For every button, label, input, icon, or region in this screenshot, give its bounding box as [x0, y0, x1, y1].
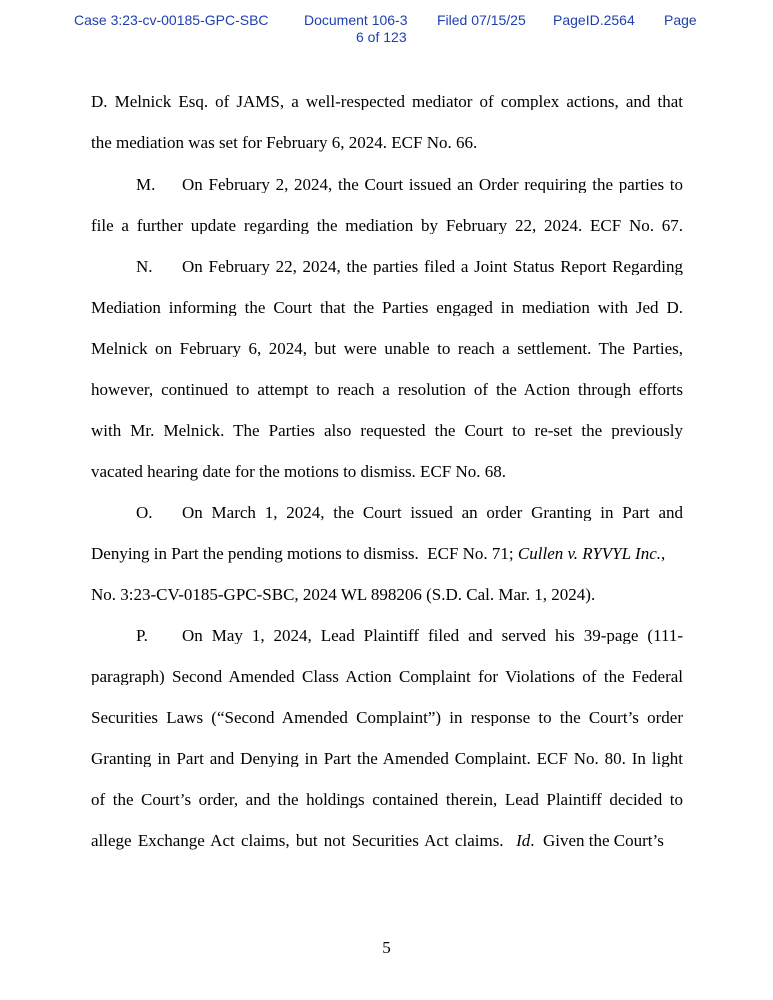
id-citation-line [91, 832, 683, 849]
id-citation: Id [516, 831, 531, 850]
text-line: Granting in Part and Denying in Part the Amended Complaint. ECF No. 80. In light [91, 750, 683, 767]
citation-comma: , [661, 544, 666, 563]
paragraph-p-first-line [91, 627, 683, 644]
text-line: however, continued to attempt to reach a resolution of the Action through efforts [91, 381, 683, 398]
paragraph-label-m: M. [136, 176, 156, 193]
text-line: vacated hearing date for the motions to dismiss. ECF No. 68. [91, 462, 507, 481]
paragraph-label-p: P. [136, 627, 148, 644]
text-line: . Given the Court’s [530, 831, 664, 850]
text-line: On February 2, 2024, the Court issued an Order requiring the parties to [182, 176, 683, 193]
page-number: 5 [382, 938, 391, 957]
text-line: Securities Laws (“Second Amended Complaint”) in response to the Court’s order [91, 709, 683, 726]
page-of-total: 6 of 123 [356, 29, 407, 45]
case-citation: Cullen v. RYVYL Inc. [517, 544, 661, 563]
paragraph-label-o: O. [136, 504, 153, 521]
text-line: the mediation was set for February 6, 2024. ECF No. 66. [91, 133, 478, 152]
text-line: No. 3:23-CV-0185-GPC-SBC, 2024 WL 898206 (S.D. Cal. Mar. 1, 2024). [91, 585, 596, 604]
text-line: On March 1, 2024, the Court issued an order Granting in Part and [182, 504, 683, 521]
paragraph-label-n: N. [136, 258, 153, 275]
text-line: with Mr. Melnick. The Parties also requested the Court to re-set the previously [91, 422, 683, 439]
paragraph-m-first-line [91, 176, 683, 193]
text-line: allege Exchange Act claims, but not Securities Act claims. [91, 831, 517, 850]
page-label: Page [664, 12, 697, 28]
text-line: Denying in Part the pending motions to dismiss. ECF No. 71; [91, 544, 518, 563]
citation-line [91, 545, 665, 562]
text-line: paragraph) Second Amended Class Action Complaint for Violations of the Federal [91, 668, 683, 685]
text-line: D. Melnick Esq. of JAMS, a well-respected mediator of complex actions, and that [91, 93, 683, 110]
text-line: Melnick on February 6, 2024, but were unable to reach a settlement. The Parties, [91, 340, 683, 357]
text-line: of the Court’s order, and the holdings contained therein, Lead Plaintiff decided to [91, 791, 683, 808]
filed-date: Filed 07/15/25 [437, 12, 526, 28]
case-number: Case 3:23-cv-00185-GPC-SBC [74, 12, 269, 28]
text-line: On May 1, 2024, Lead Plaintiff filed and served his 39-page (111- [182, 627, 683, 644]
document-number: Document 106-3 [304, 12, 408, 28]
paragraph-o-first-line [91, 504, 683, 521]
text-line: On February 22, 2024, the parties filed a Joint Status Report Regarding [182, 258, 683, 275]
paragraph-n-first-line [91, 258, 683, 275]
text-line: file a further update regarding the mediation by February 22, 2024. ECF No. 67. [91, 217, 683, 234]
page-id: PageID.2564 [553, 12, 635, 28]
text-line: Mediation informing the Court that the Parties engaged in mediation with Jed D. [91, 299, 683, 316]
